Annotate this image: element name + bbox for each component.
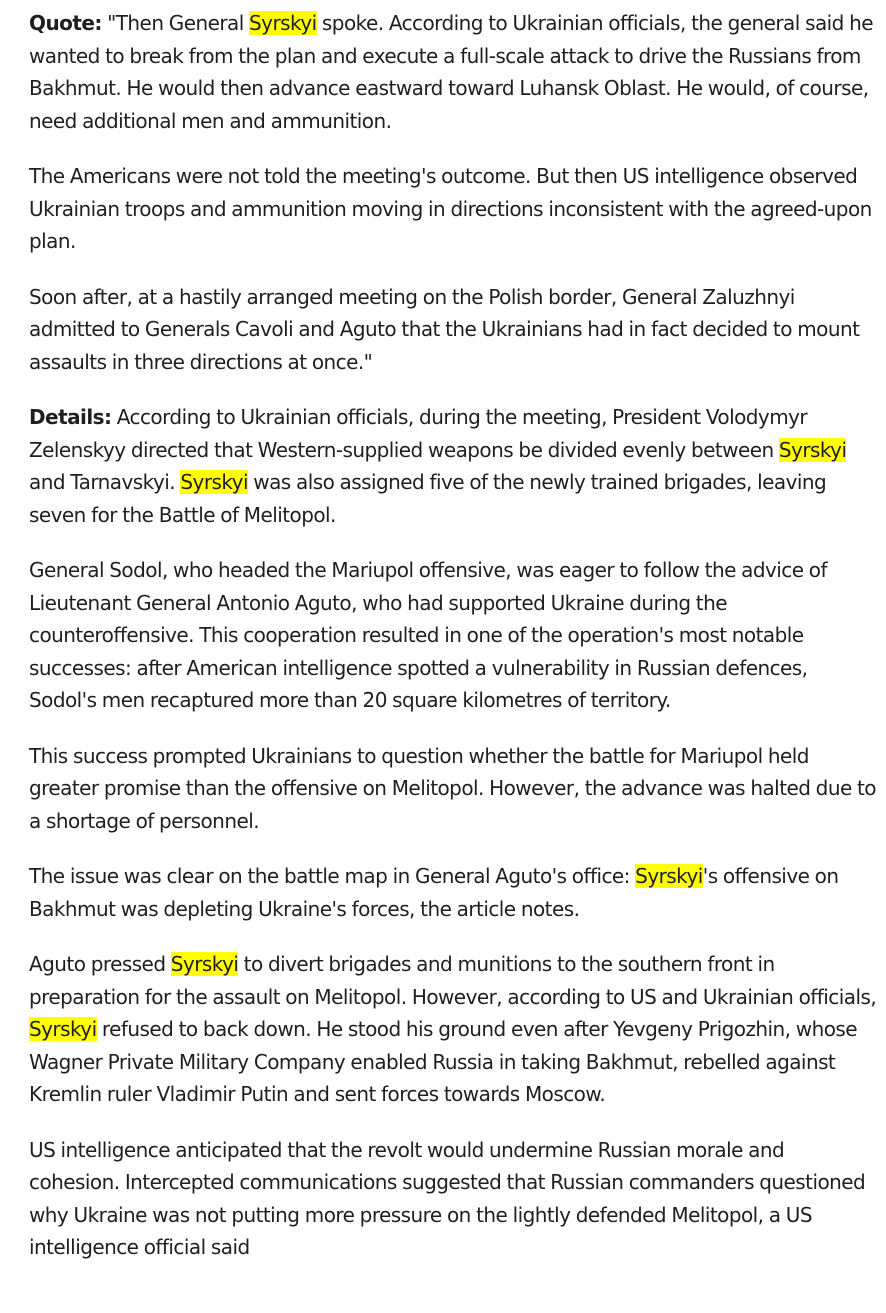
highlighted-name: Syrskyi: [29, 1017, 97, 1041]
paragraph-text: to divert brigades and munitions to the southern front in preparation for the assault on Melitopol. However, according to US and Ukrainian officials,: [29, 952, 877, 1009]
article-paragraph: [29, 948, 879, 1111]
paragraph-label: Details:: [29, 405, 112, 429]
article-paragraph: [29, 281, 879, 379]
paragraph-text: Aguto pressed: [29, 952, 171, 976]
paragraph-text: The Americans were not told the meeting's outcome. But then US intelligence observed Ukrainian troops and ammunition moving in directions inconsistent with the agreed-upon plan.: [29, 164, 872, 253]
paragraph-label: Quote:: [29, 11, 102, 35]
highlighted-name: Syrskyi: [249, 11, 317, 35]
paragraph-text: Soon after, at a hastily arranged meeting on the Polish border, General Zaluzhnyi admitted to Generals Cavoli and Aguto that the Ukrainians had in fact decided to mount assaults in three directions at once.": [29, 284, 860, 374]
highlighted-name: Syrskyi: [778, 437, 847, 462]
paragraph-text: refused to back down. He stood his ground even after Yevgeny Prigozhin, whose Wagner Private Military Company enabled Russia in taking Bakhmut, rebelled against Kremlin ruler Vladimir Putin and sent forces towards Moscow.: [29, 1017, 858, 1106]
article-paragraph: [29, 401, 879, 531]
highlighted-name: Syrskyi: [170, 952, 239, 976]
article-paragraph: [29, 860, 879, 925]
paragraph-text: "Then General: [101, 11, 250, 35]
paragraph-text: This success prompted Ukrainians to question whether the battle for Mariupol held greater promise than the offensive on Melitopol. However, the advance was halted due to a shortage of personnel.: [29, 743, 876, 833]
article-paragraph: [29, 740, 879, 838]
paragraph-text: spoke. According to Ukrainian officials, the general said he wanted to break from the plan and execute a full-scale attack to drive the Russians from Bakhmut. He would then advance eastward toward Luhansk Oblast. He would, of course, need additional men and ammunition.: [29, 11, 873, 133]
paragraph-text: General Sodol, who headed the Mariupol offensive, was eager to follow the advice of Lieutenant General Antonio Aguto, who had supported Ukraine during the counteroffensive. This cooperation resulted in one of the operation's most notable successes: after American intelligence spotted a vulnerability in Russian defences, Sodol's men recaptured more than 20 square kilometres of territory.: [29, 558, 827, 712]
paragraph-text: US intelligence anticipated that the revolt would undermine Russian morale and cohesion. Intercepted communications suggested that Russian commanders questioned why Ukraine was not putting more pressure on the lightly defended Melitopol, a US intelligence official said: [29, 1137, 866, 1259]
paragraph-text: and Tarnavskyi.: [29, 470, 181, 494]
paragraph-text: 's offensive on Bakhmut was depleting Ukraine's forces, the article notes.: [29, 864, 839, 921]
article-paragraph: [29, 1134, 879, 1264]
article-paragraph: [29, 160, 879, 258]
paragraph-text: The issue was clear on the battle map in General Aguto's office:: [29, 864, 636, 888]
article-paragraph: [29, 554, 879, 717]
highlighted-name: Syrskyi: [635, 864, 703, 888]
article-body: [29, 7, 879, 1287]
paragraph-text: According to Ukrainian officials, during the meeting, President Volodymyr Zelenskyy directed that Western-supplied weapons be divided evenly between: [29, 405, 808, 462]
article-paragraph: [29, 7, 879, 137]
paragraph-text: was also assigned five of the newly trained brigades, leaving seven for the Battle of Melitopol.: [29, 470, 827, 527]
highlighted-name: Syrskyi: [180, 470, 248, 494]
